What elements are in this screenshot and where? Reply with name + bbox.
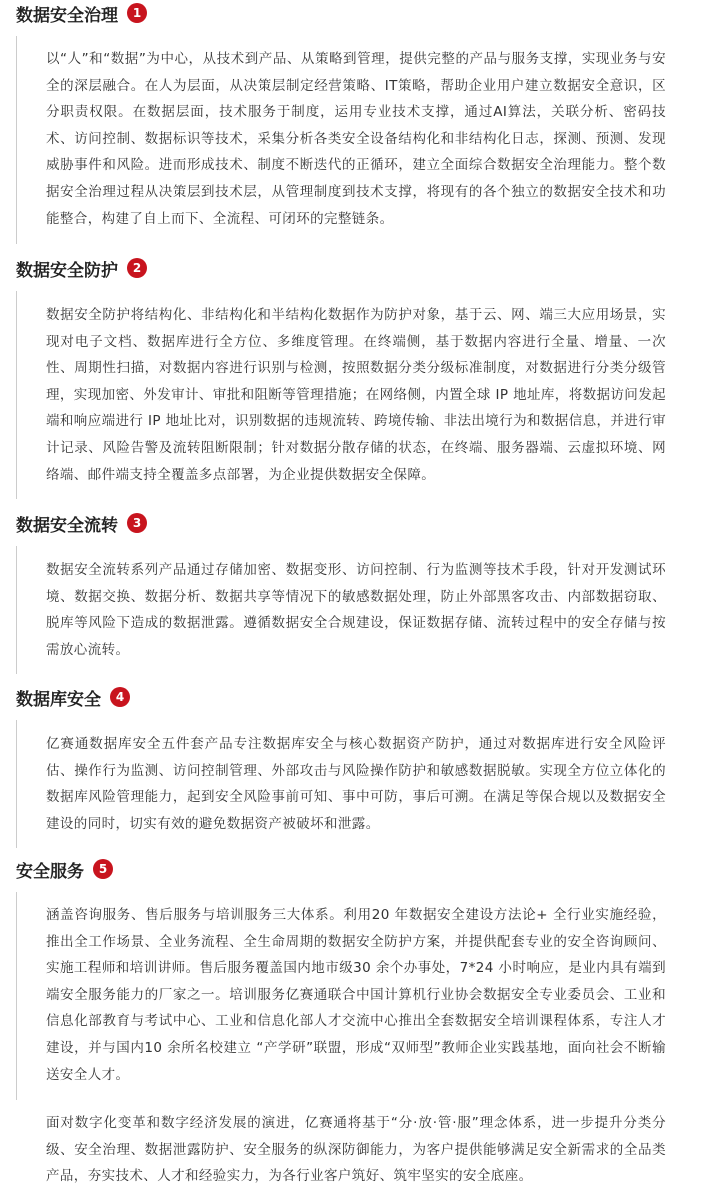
section-paragraph: 数据安全防护将结构化、非结构化和半结构化数据作为防护对象，基于云、网、端三大应用场景，实现对电子文档、数据库进行全方位、多维度管理。在终端侧，基于数据内容进行全量、增量、一次性、周期性扫描，对数据内容进行识别与检测，按照数据分类分级标准制度，对数据进行分类分级管理，实现加密、外发审计、审批和阻断等管理措施；在网络侧，内置全球 IP 地址库，将数据访问发起端和响应端进行 IP 地址比对，识别数据的违规流转、跨境传输、非法出境行为和数据信息，并进行审计记录、风险告警及流转阻断限制；针对数据分散存储的状态，在终端、服务器端、云虚拟环境、网络端、邮件端支持全覆盖多点部署，为企业提供数据安全保障。 — [46, 307, 667, 483]
section-title: 安全服务 — [16, 861, 84, 882]
section-number-badge: 5 — [93, 859, 113, 879]
section-number-badge: 4 — [110, 687, 130, 707]
left-border-rule — [16, 546, 17, 674]
section-title: 数据安全防护 — [16, 260, 118, 281]
section-paragraph: 亿赛通数据库安全五件套产品专注数据库安全与核心数据资产防护，通过对数据库进行安全风险评估、操作行为监测、访问控制管理、外部攻击与风险操作防护和敏感数据脱敏。实现全方位立体化的数据库风险管理能力，起到安全风险事前可知、事中可防，事后可溯。在满足等保合规以及数据安全建设的同时，切实有效的避免数据资产被破坏和泄露。 — [46, 736, 666, 832]
left-border-rule — [16, 36, 17, 244]
section-heading — [16, 684, 130, 710]
left-border-rule — [16, 291, 17, 499]
section-title: 数据库安全 — [16, 689, 101, 710]
section-paragraph: 数据安全流转系列产品通过存储加密、数据变形、访问控制、行为监测等技术手段，针对开发测试环境、数据交换、数据分析、数据共享等情况下的敏感数据处理，防止外部黑客攻击、内部数据窃取、脱库等风险下造成的数据泄露。遵循数据安全合规建设，保证数据存储、流转过程中的安全存储与按需放心流转。 — [46, 562, 666, 658]
section-number-badge: 3 — [127, 513, 147, 533]
section-heading — [16, 255, 147, 281]
section-title: 数据安全流转 — [16, 515, 118, 536]
section-number-badge: 2 — [127, 258, 147, 278]
section-heading — [16, 856, 113, 882]
section-heading — [16, 510, 147, 536]
closing-paragraph: 面对数字化变革和数字经济发展的演进，亿赛通将基于“分·放·管·服”理念体系，进一步提升分类分级、安全治理、数据泄露防护、安全服务的纵深防御能力，为客户提供能够满足安全新需求的全品类产品，夯实技术、人才和经验实力，为各行业客户筑好、筑牢坚实的安全底座。 — [46, 1115, 666, 1185]
left-border-rule — [16, 892, 17, 1100]
section-paragraph: 涵盖咨询服务、售后服务与培训服务三大体系。利用20 年数据安全建设方法论+ 全行业实施经验，推出全工作场景、全业务流程、全生命周期的数据安全防护方案，并提供配套专业的安全咨询顾问、实施工程师和培训讲师。售后服务覆盖国内地市级30 余个办事处，7*24 小时响应，是业内具有端到端安全服务能力的厂家之一。培训服务亿赛通联合中国计算机行业协会数据安全专业委员会、工业和信息化部教育与考试中心、工业和信息化部人才交流中心推出全套数据安全培训课程体系，专注人才建设，并与国内10 余所名校建立 “产学研”联盟，形成“双师型”教师企业实践基地，面向社会不断输送安全人才。 — [46, 907, 666, 1083]
left-border-rule — [16, 720, 17, 848]
section-heading — [16, 0, 147, 26]
section-title: 数据安全治理 — [16, 5, 118, 26]
section-paragraph: 以“人”和“数据”为中心，从技术到产品、从策略到管理，提供完整的产品与服务支撑，实现业务与安全的深层融合。在人为层面，从决策层制定经营策略、IT策略，帮助企业用户建立数据安全意识，区分职责权限。在数据层面，技术服务于制度，运用专业技术支撑，通过AI算法，关联分析、密码技术、访问控制、数据标识等技术，采集分析各类安全设备结构化和非结构化日志，探测、预测、发现威胁事件和风险。进而形成技术、制度不断迭代的正循环，建立全面综合数据安全治理能力。整个数据安全治理过程从决策层到技术层，从管理制度到技术支撑，将现有的各个独立的数据安全技术和功能整合，构建了自上而下、全流程、可闭环的完整链条。 — [46, 51, 666, 227]
section-number-badge: 1 — [127, 3, 147, 23]
